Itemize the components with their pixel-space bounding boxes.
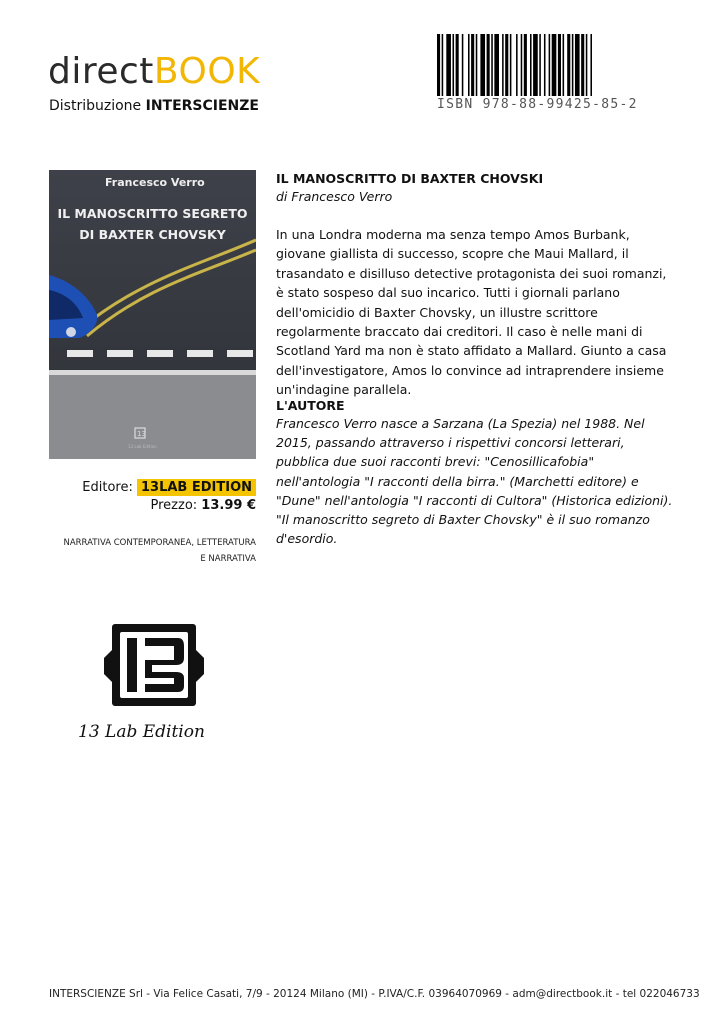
barcode-bar (586, 34, 588, 96)
publisher-logo-text: 13 Lab Edition (78, 722, 205, 742)
logo-book: BOOK (153, 51, 261, 92)
barcode-bar (456, 34, 459, 96)
directbook-logo (48, 52, 260, 92)
publisher-logo (78, 620, 230, 752)
genre-list: NARRATIVA CONTEMPORANEA, LETTERATURA E NARRATIVA (63, 538, 256, 564)
barcode-bar (446, 34, 451, 96)
bio-work-title: I racconti di Cultora (418, 492, 542, 508)
footer-contact: INTERSCIENZE Srl - Via Felice Casati, 7/9 - 20124 Milano (MI) - P.IVA/C.F. 03964070969 - adm@directbook.it - tel 022046733 (49, 988, 700, 1000)
bio-text: Francesco Verro nasce a Sarzana (La Spezia) nel 1988. Nel 2015, passando attraverso i rispettivi concorsi letterari, pubblica due suoi racconti brevi: (276, 416, 645, 470)
book-description: In una Londra moderna ma senza tempo Amos Burbank, giovane giallista di successo, scopre che Maui Mallard, il trasandato e disilluso detective protagonista dei suoi romanzi, è stato sospeso dal suo incarico. Tutti i giornali parlano dell'omicidio di Baxter Chovsky, un illustre scrittore regolarmente braccato dai creditori. Il caso è nelle mani di Scotland Yard ma non è stato affidato a Mallard. Giunto a casa dell'investigatore, Amos lo convince ad intraprendere insieme un'indagine parallela. (276, 227, 667, 398)
barcode-bar (524, 34, 527, 96)
barcode-bar (453, 34, 455, 96)
barcode-bar (572, 34, 574, 96)
barcode-bar (437, 34, 440, 96)
prezzo-label: Prezzo: (150, 498, 198, 513)
barcode-bar (468, 34, 470, 96)
bio-quote: " (588, 454, 595, 470)
barcode-bar (471, 34, 474, 96)
author-bio (276, 414, 676, 548)
bio-work-title: I racconti della birra. (370, 473, 500, 489)
cover-title-line2: DI BAXTER CHOVSKY (79, 227, 226, 242)
bio-quote: " (499, 473, 506, 489)
barcode-bar (567, 34, 570, 96)
distribution-line (49, 98, 259, 114)
barcode-bar (590, 34, 592, 96)
bio-text: nell'antologia (320, 492, 413, 508)
svg-text:13 Lab Edition: 13 Lab Edition (128, 444, 157, 449)
bio-quote: " (364, 473, 371, 489)
barcode-bar (552, 34, 557, 96)
barcode-bar (533, 34, 538, 96)
cover-title-line1: IL MANOSCRITTO SEGRETO (57, 206, 248, 221)
barcode-bar (530, 34, 532, 96)
book-cover (49, 170, 256, 459)
cover-author: Francesco Verro (105, 176, 205, 189)
barcode-bar (502, 34, 504, 96)
bio-work-title: Il manoscritto segreto di Baxter Chovsky (281, 512, 537, 528)
barcode-bar (476, 34, 478, 96)
bio-text: (Historica edizioni). (547, 492, 673, 508)
barcode-bar (480, 34, 485, 96)
book-author: di Francesco Verro (276, 189, 393, 204)
barcode-bar (558, 34, 561, 96)
prezzo-value: 13.99 € (201, 498, 256, 513)
barcode-bar (462, 34, 464, 96)
author-heading: L'AUTORE (276, 398, 345, 413)
bio-text: è il suo romanzo d'esordio. (276, 512, 650, 547)
bio-work-title: Dune (281, 492, 315, 508)
barcode-bar (505, 34, 508, 96)
distribution-prefix: Distribuzione (49, 98, 142, 114)
barcode-bar (442, 34, 444, 96)
barcode-bar (510, 34, 512, 96)
barcode-bar (549, 34, 551, 96)
svg-text:13: 13 (137, 430, 146, 438)
barcode-bar (544, 34, 546, 96)
barcode-bar (581, 34, 584, 96)
isbn-number: ISBN 978-88-99425-85-2 (437, 97, 638, 112)
barcode-bar (563, 34, 565, 96)
bio-quote: " (276, 512, 282, 528)
distribution-name: INTERSCIENZE (145, 98, 259, 114)
bio-text: (Marchetti editore) e (505, 473, 639, 489)
bio-quote: " (536, 512, 543, 528)
barcode-bar (516, 34, 518, 96)
bio-quote: " (484, 454, 491, 470)
editore-value[interactable]: 13LAB EDITION (137, 479, 256, 496)
barcode-icon (437, 34, 670, 96)
bio-quote: " (314, 492, 321, 508)
barcode-bar (487, 34, 490, 96)
bio-work-title: Cenosillicafobia (490, 454, 589, 470)
editore-label: Editore: (82, 480, 133, 495)
editore-row (82, 480, 256, 495)
bio-quote: " (541, 492, 548, 508)
barcode-bar (491, 34, 493, 96)
barcode-bar (539, 34, 541, 96)
barcode-bar (575, 34, 580, 96)
barcode-bar (521, 34, 523, 96)
book-title: IL MANOSCRITTO DI BAXTER CHOVSKI (276, 171, 544, 186)
barcode-bar (494, 34, 499, 96)
prezzo-row (151, 498, 257, 513)
bio-quote: " (412, 492, 419, 508)
logo-direct: direct (48, 51, 154, 92)
bio-text: nell'antologia (276, 473, 365, 489)
bio-quote: " (276, 492, 282, 508)
